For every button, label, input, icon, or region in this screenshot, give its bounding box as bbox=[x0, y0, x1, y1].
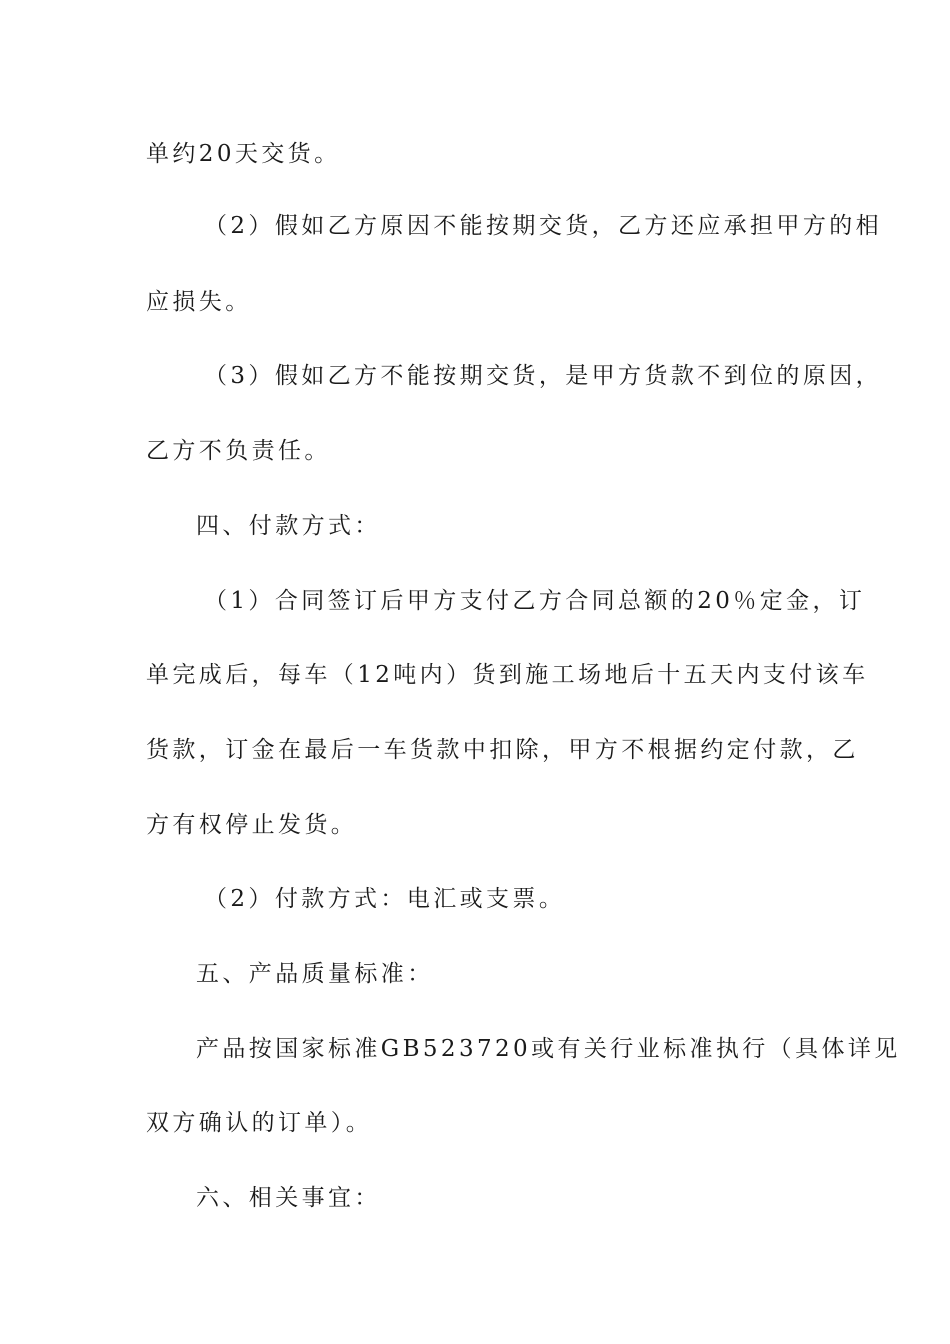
paragraph-line: 单完成后，每车（12吨内）货到施工场地后十五天内支付该车 bbox=[146, 662, 869, 688]
paragraph-line: （2）付款方式：电汇或支票。 bbox=[204, 886, 566, 912]
section-heading: 四、付款方式： bbox=[196, 513, 381, 539]
paragraph-line: （2）假如乙方原因不能按期交货，乙方还应承担甲方的相 bbox=[204, 213, 883, 239]
paragraph-line: 方有权停止发货。 bbox=[146, 812, 358, 838]
paragraph-line: 货款，订金在最后一车货款中扣除，甲方不根据约定付款，乙 bbox=[146, 737, 859, 763]
paragraph-line: 产品按国家标准GB523720或有关行业标准执行（具体详见 bbox=[196, 1036, 901, 1062]
section-heading: 五、产品质量标准： bbox=[196, 961, 434, 987]
paragraph-line: 单约20天交货。 bbox=[146, 141, 341, 167]
paragraph-line: 乙方不负责任。 bbox=[146, 438, 331, 464]
section-heading: 六、相关事宜： bbox=[196, 1185, 381, 1211]
paragraph-line: （3）假如乙方不能按期交货，是甲方货款不到位的原因， bbox=[204, 363, 883, 389]
paragraph-line: 应损失。 bbox=[146, 289, 252, 315]
paragraph-line: （1）合同签订后甲方支付乙方合同总额的20％定金，订 bbox=[204, 588, 866, 614]
paragraph-line: 双方确认的订单）。 bbox=[146, 1110, 373, 1136]
